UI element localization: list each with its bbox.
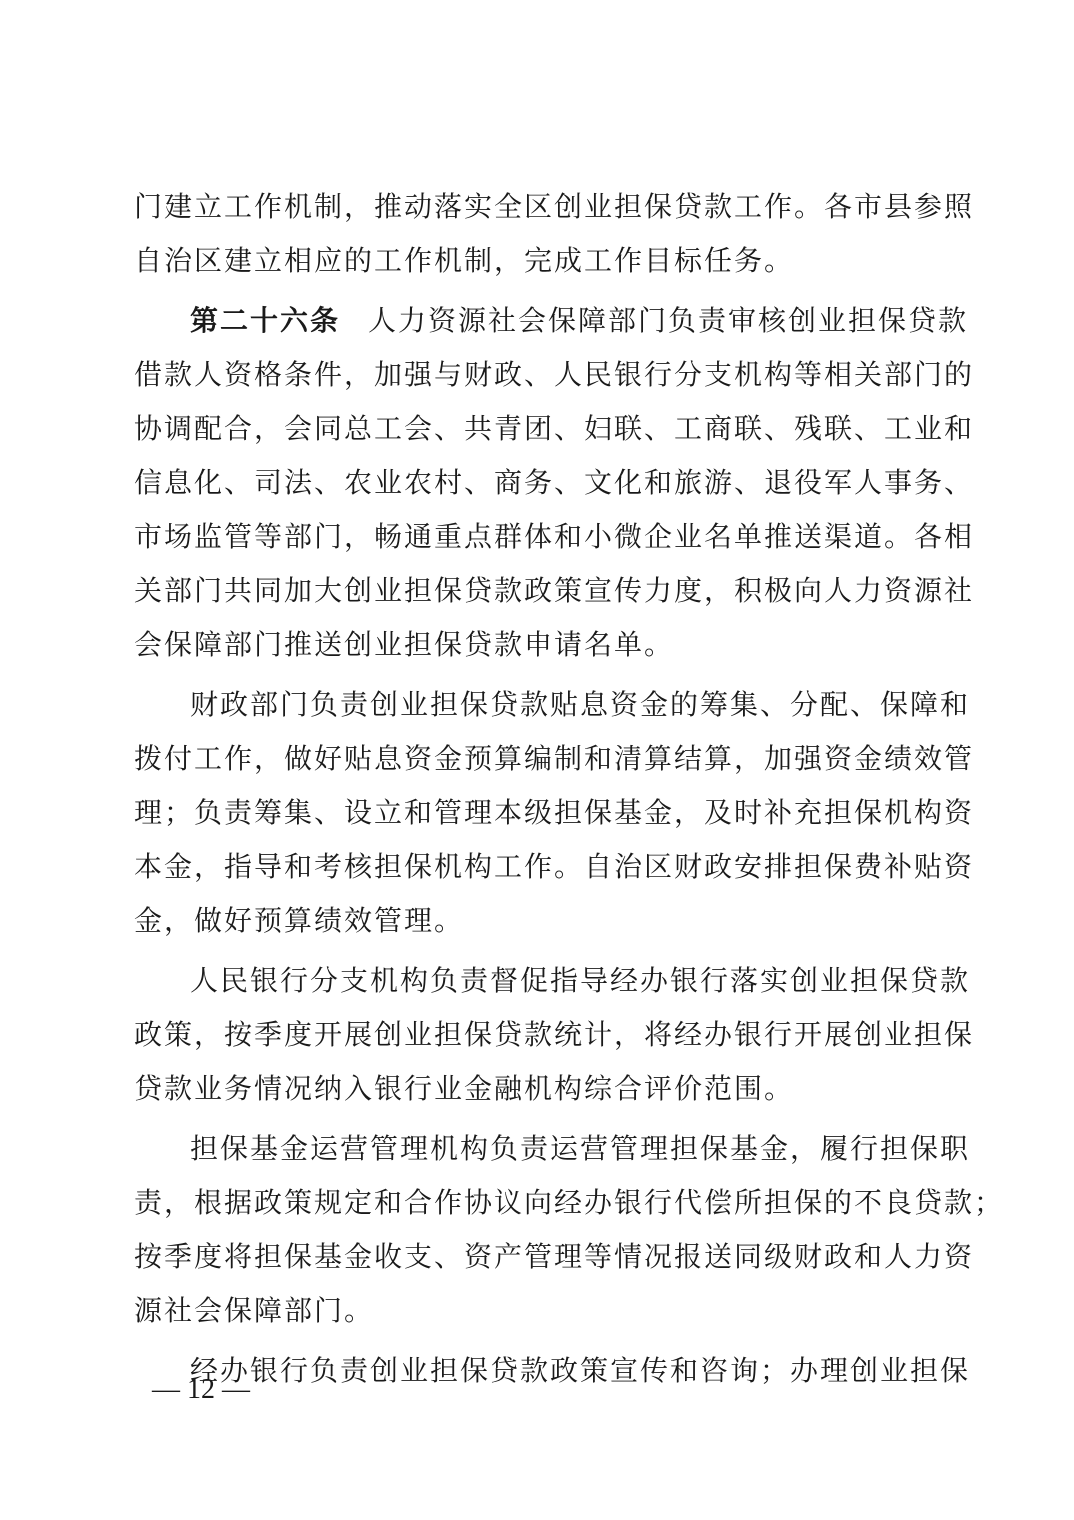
- text-segment: 人力资源社会保障部门负责审核创业担保贷款: [368, 304, 969, 337]
- text-line: 理；负责筹集、设立和管理本级担保基金，及时补充担保机构资: [134, 796, 975, 829]
- text-line: 经办银行负责创业担保贷款政策宣传和咨询；办理创业担保: [190, 1354, 971, 1387]
- text-line: 自治区建立相应的工作机制，完成工作目标任务。: [134, 244, 795, 277]
- text-line: 本金，指导和考核担保机构工作。自治区财政安排担保费补贴资: [134, 850, 975, 883]
- text-line: 按季度将担保基金收支、资产管理等情况报送同级财政和人力资: [134, 1240, 975, 1273]
- text-line: 协调配合，会同总工会、共青团、妇联、工商联、残联、工业和: [134, 412, 975, 445]
- text-line: 贷款业务情况纳入银行业金融机构综合评价范围。: [134, 1072, 795, 1105]
- page-number: — 12 —: [152, 1374, 250, 1405]
- document-body: [134, 180, 1005, 1398]
- article-heading: 第二十六条: [190, 304, 341, 337]
- paragraph-continuation: [134, 180, 975, 288]
- paragraph-handling-bank: [134, 1344, 971, 1398]
- text-line: [134, 294, 969, 348]
- text-line: 政策，按季度开展创业担保贷款统计，将经办银行开展创业担保: [134, 1018, 975, 1051]
- text-line: 门建立工作机制，推动落实全区创业担保贷款工作。各市县参照: [134, 190, 975, 223]
- text-line: 责，根据政策规定和合作协议向经办银行代偿所担保的不良贷款；: [134, 1186, 1005, 1219]
- paragraph-finance: [134, 678, 975, 948]
- text-line: 会保障部门推送创业担保贷款申请名单。: [134, 628, 675, 661]
- text-line: 借款人资格条件，加强与财政、人民银行分支机构等相关部门的: [134, 358, 975, 391]
- paragraph-guarantee-fund: [134, 1122, 1005, 1338]
- text-line: 人民银行分支机构负责督促指导经办银行落实创业担保贷款: [190, 964, 971, 997]
- text-line: 拨付工作，做好贴息资金预算编制和清算结算，加强资金绩效管: [134, 742, 975, 775]
- paragraph-central-bank: [134, 954, 975, 1116]
- text-line: 市场监管等部门，畅通重点群体和小微企业名单推送渠道。各相: [134, 520, 975, 553]
- text-line: 关部门共同加大创业担保贷款政策宣传力度，积极向人力资源社: [134, 574, 975, 607]
- text-line: 财政部门负责创业担保贷款贴息资金的筹集、分配、保障和: [190, 688, 971, 721]
- paragraph-article-26: [134, 294, 975, 672]
- text-line: 信息化、司法、农业农村、商务、文化和旅游、退役军人事务、: [134, 466, 975, 499]
- text-line: 源社会保障部门。: [134, 1294, 375, 1327]
- text-line: 金，做好预算绩效管理。: [134, 904, 465, 937]
- text-line: 担保基金运营管理机构负责运营管理担保基金，履行担保职: [190, 1132, 971, 1165]
